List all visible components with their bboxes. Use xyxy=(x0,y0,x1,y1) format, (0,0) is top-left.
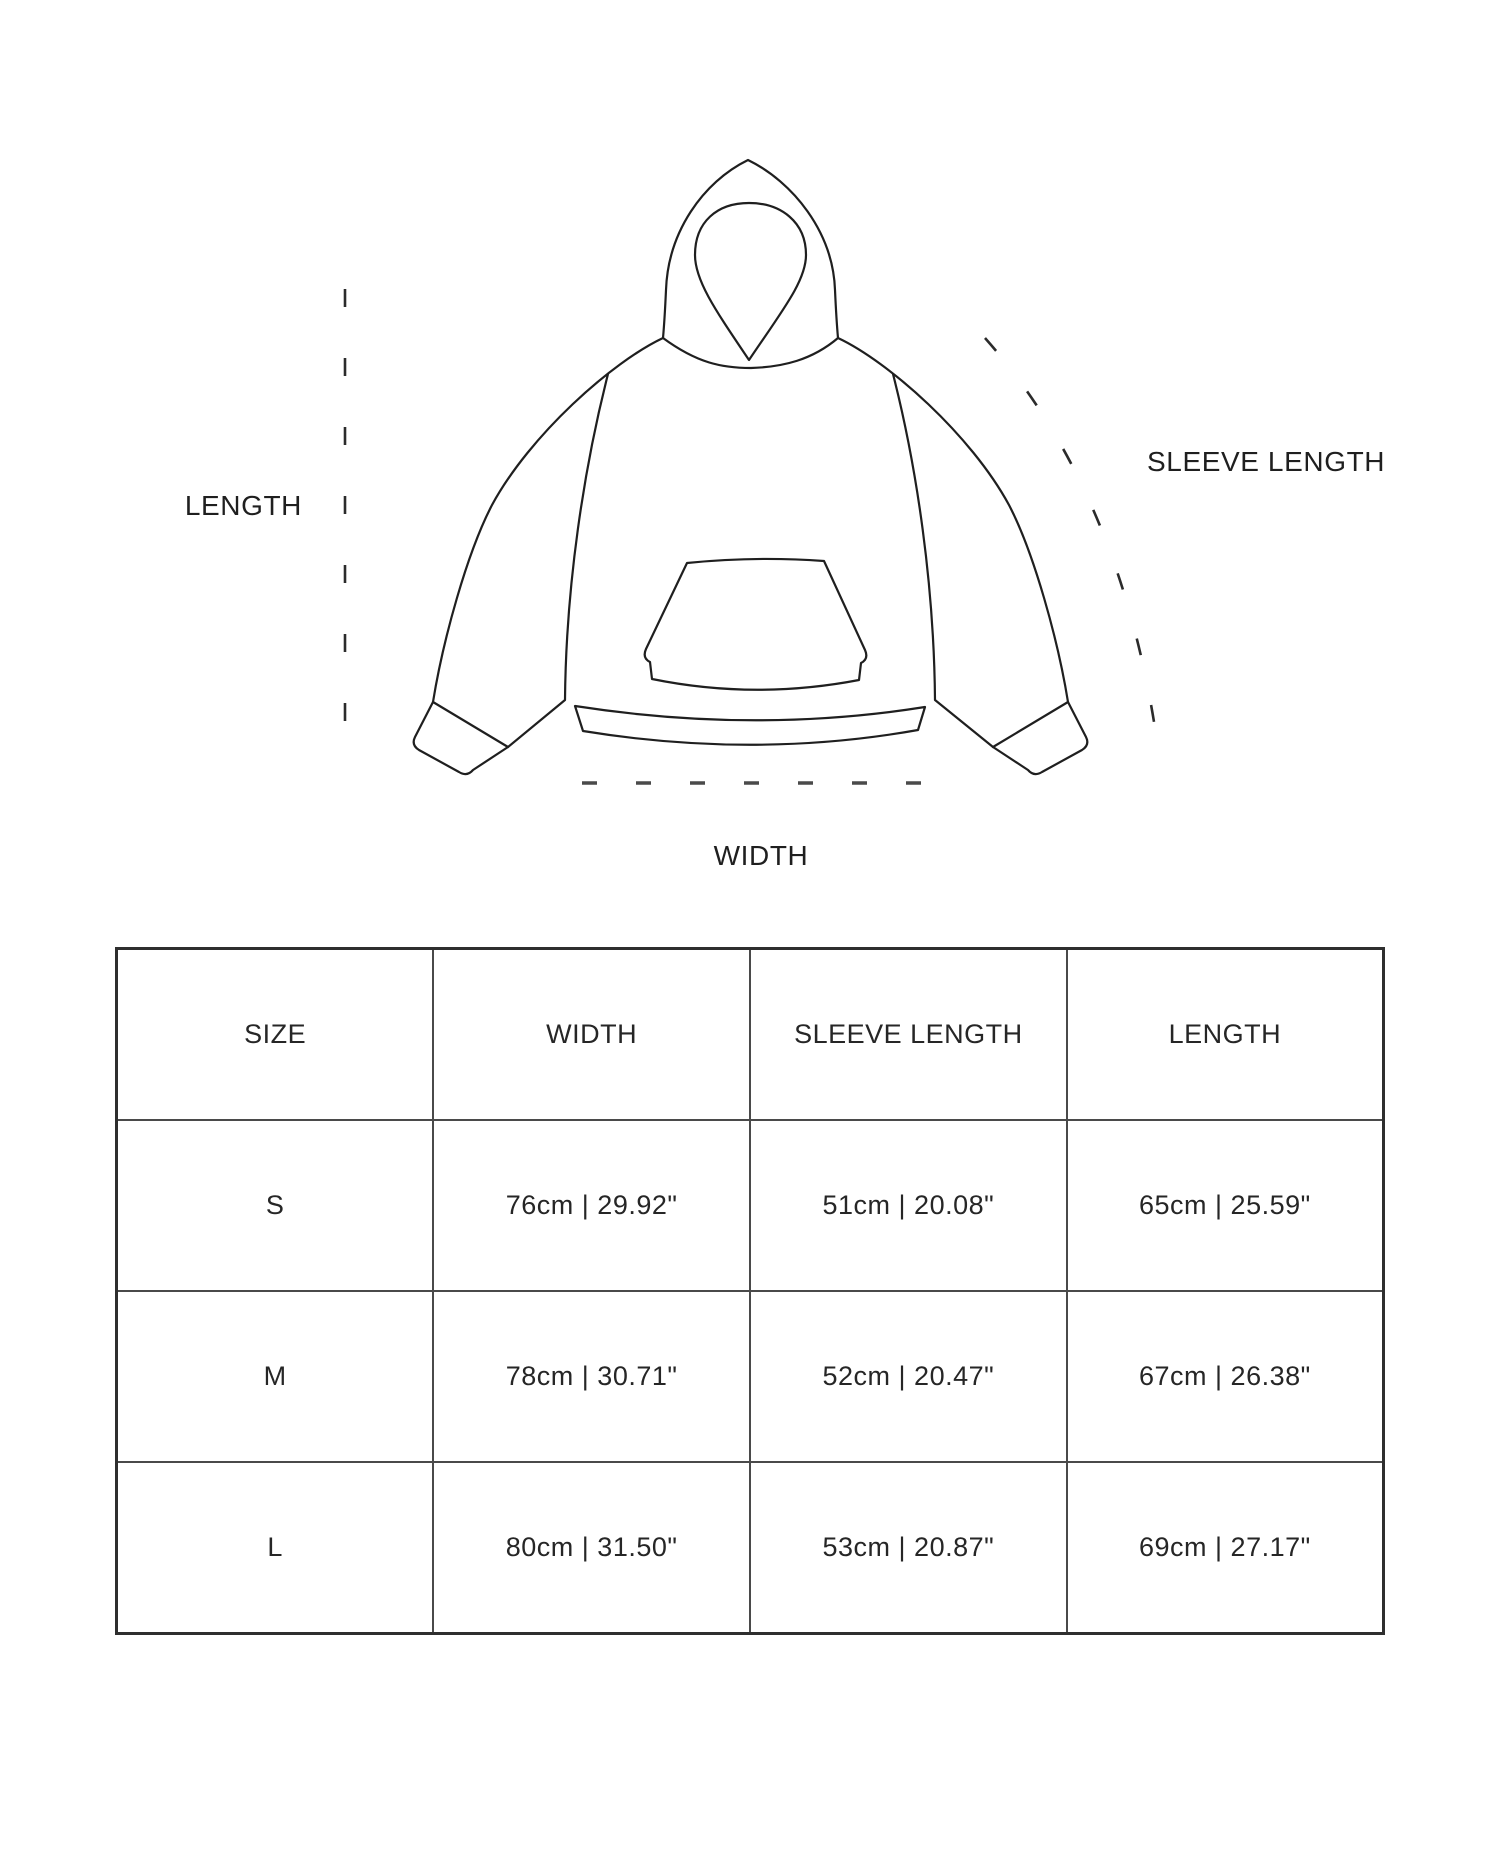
right-sleeve xyxy=(838,338,1087,774)
header-size: SIZE xyxy=(117,949,434,1121)
header-width: WIDTH xyxy=(433,949,750,1121)
left-sleeve xyxy=(414,338,663,774)
header-sleeve-length: SLEEVE LENGTH xyxy=(750,949,1067,1121)
hood-outline xyxy=(663,160,838,368)
hem-band xyxy=(575,706,925,745)
header-length: LENGTH xyxy=(1067,949,1384,1121)
table-row-s xyxy=(117,1120,1384,1291)
sleeve-length-dimension-line xyxy=(985,338,1158,748)
sleeve-length-cell: 52cm | 20.47" xyxy=(750,1291,1067,1462)
right-cuff-line xyxy=(993,702,1068,747)
size-chart-table xyxy=(115,947,1385,1635)
size-cell: M xyxy=(117,1291,434,1462)
length-cell: 67cm | 26.38" xyxy=(1067,1291,1384,1462)
sleeve-length-cell: 51cm | 20.08" xyxy=(750,1120,1067,1291)
kangaroo-pocket xyxy=(645,559,867,690)
table-row-l xyxy=(117,1462,1384,1634)
length-label: LENGTH xyxy=(184,490,302,521)
length-cell: 65cm | 25.59" xyxy=(1067,1120,1384,1291)
width-label: WIDTH xyxy=(713,840,809,871)
width-cell: 76cm | 29.92" xyxy=(433,1120,750,1291)
left-cuff-line xyxy=(433,702,508,747)
header-row xyxy=(117,949,1384,1121)
size-chart-header xyxy=(117,949,1384,1121)
size-cell: L xyxy=(117,1462,434,1634)
hood-opening xyxy=(695,203,806,360)
table-row-m xyxy=(117,1291,1384,1462)
sleeve-length-label: SLEEVE LENGTH xyxy=(1147,446,1386,477)
width-cell: 78cm | 30.71" xyxy=(433,1291,750,1462)
width-cell: 80cm | 31.50" xyxy=(433,1462,750,1634)
length-cell: 69cm | 27.17" xyxy=(1067,1462,1384,1634)
size-cell: S xyxy=(117,1120,434,1291)
sleeve-length-cell: 53cm | 20.87" xyxy=(750,1462,1067,1634)
